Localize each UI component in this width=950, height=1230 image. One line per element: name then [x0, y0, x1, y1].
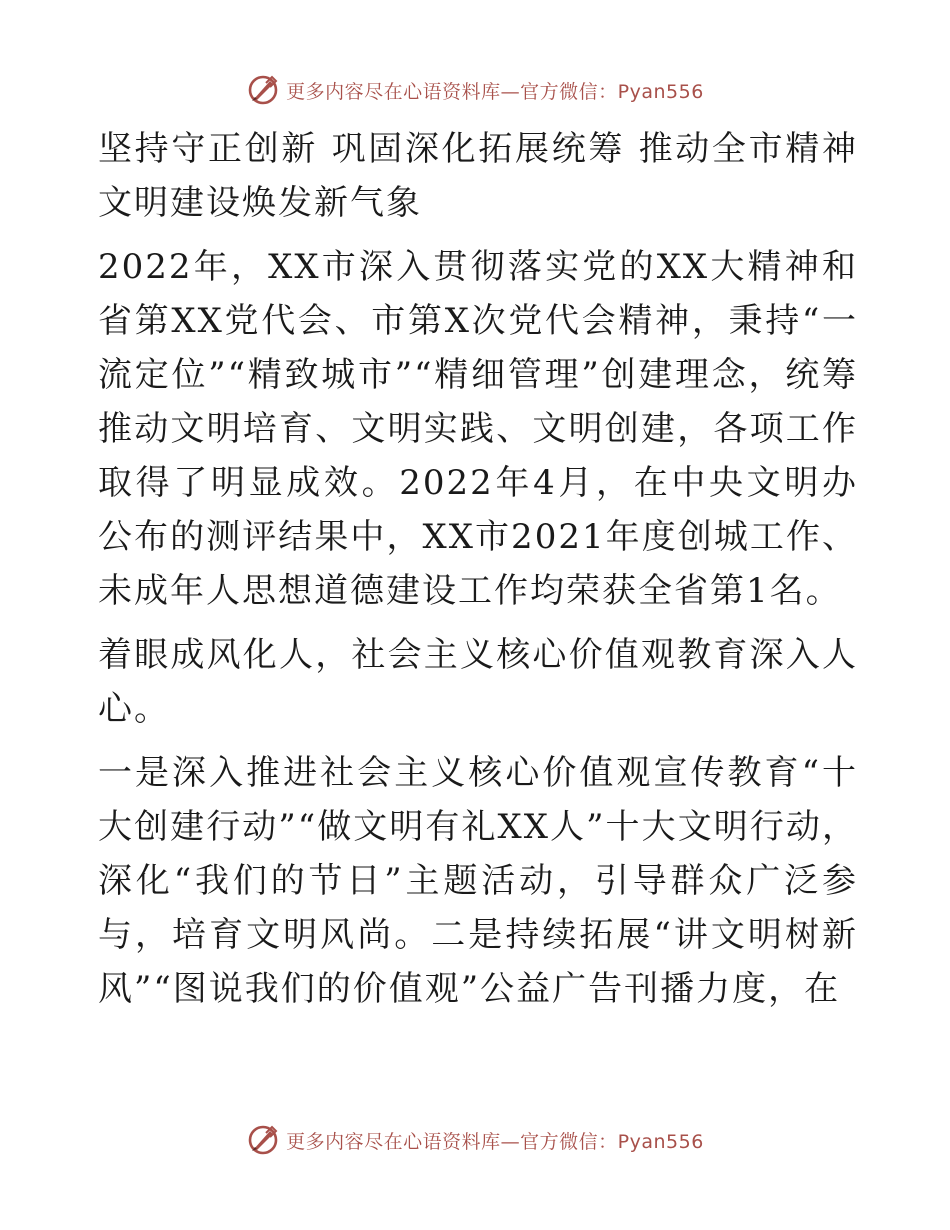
footer-banner-text: 更多内容尽在心语资料库—官方微信：Pyan556: [286, 1130, 704, 1153]
header-banner-text: 更多内容尽在心语资料库—官方微信：Pyan556: [286, 80, 704, 103]
article-title: 坚持守正创新 巩固深化拓展统筹 推动全市精神文明建设焕发新气象: [98, 129, 858, 223]
header-banner-account: Pyan556: [617, 80, 704, 103]
footer-banner: [0, 1120, 950, 1160]
article-paragraph-1: 2022年，XX市深入贯彻落实党的XX大精神和省第XX党代会、市第X次党代会精神，秉持“一流定位”“精致城市”“精细管理”创建理念，统筹推动文明培育、文明实践、文明创建，各项工作取得了明显成效。2022年4月，在中央文明办公布的测评结果中，XX市2021年度创城工作、未成年人思想道德建设工作均荣获全省第1名。: [98, 247, 858, 611]
article-paragraph-2: 着眼成风化人，社会主义核心价值观教育深入人心。: [98, 635, 858, 729]
article: [98, 122, 858, 1026]
quill-pen-circle-icon: [246, 73, 280, 107]
quill-pen-circle-icon: [246, 1123, 280, 1157]
article-paragraph-3: 一是深入推进社会主义核心价值观宣传教育“十大创建行动”“做文明有礼XX人”十大文明行动，深化“我们的节日”主题活动，引导群众广泛参与，培育文明风尚。二是持续拓展“讲文明树新风”“图说我们的价值观”公益广告刊播力度，在: [98, 753, 858, 1009]
footer-banner-account: Pyan556: [617, 1130, 704, 1153]
header-banner: [0, 70, 950, 110]
